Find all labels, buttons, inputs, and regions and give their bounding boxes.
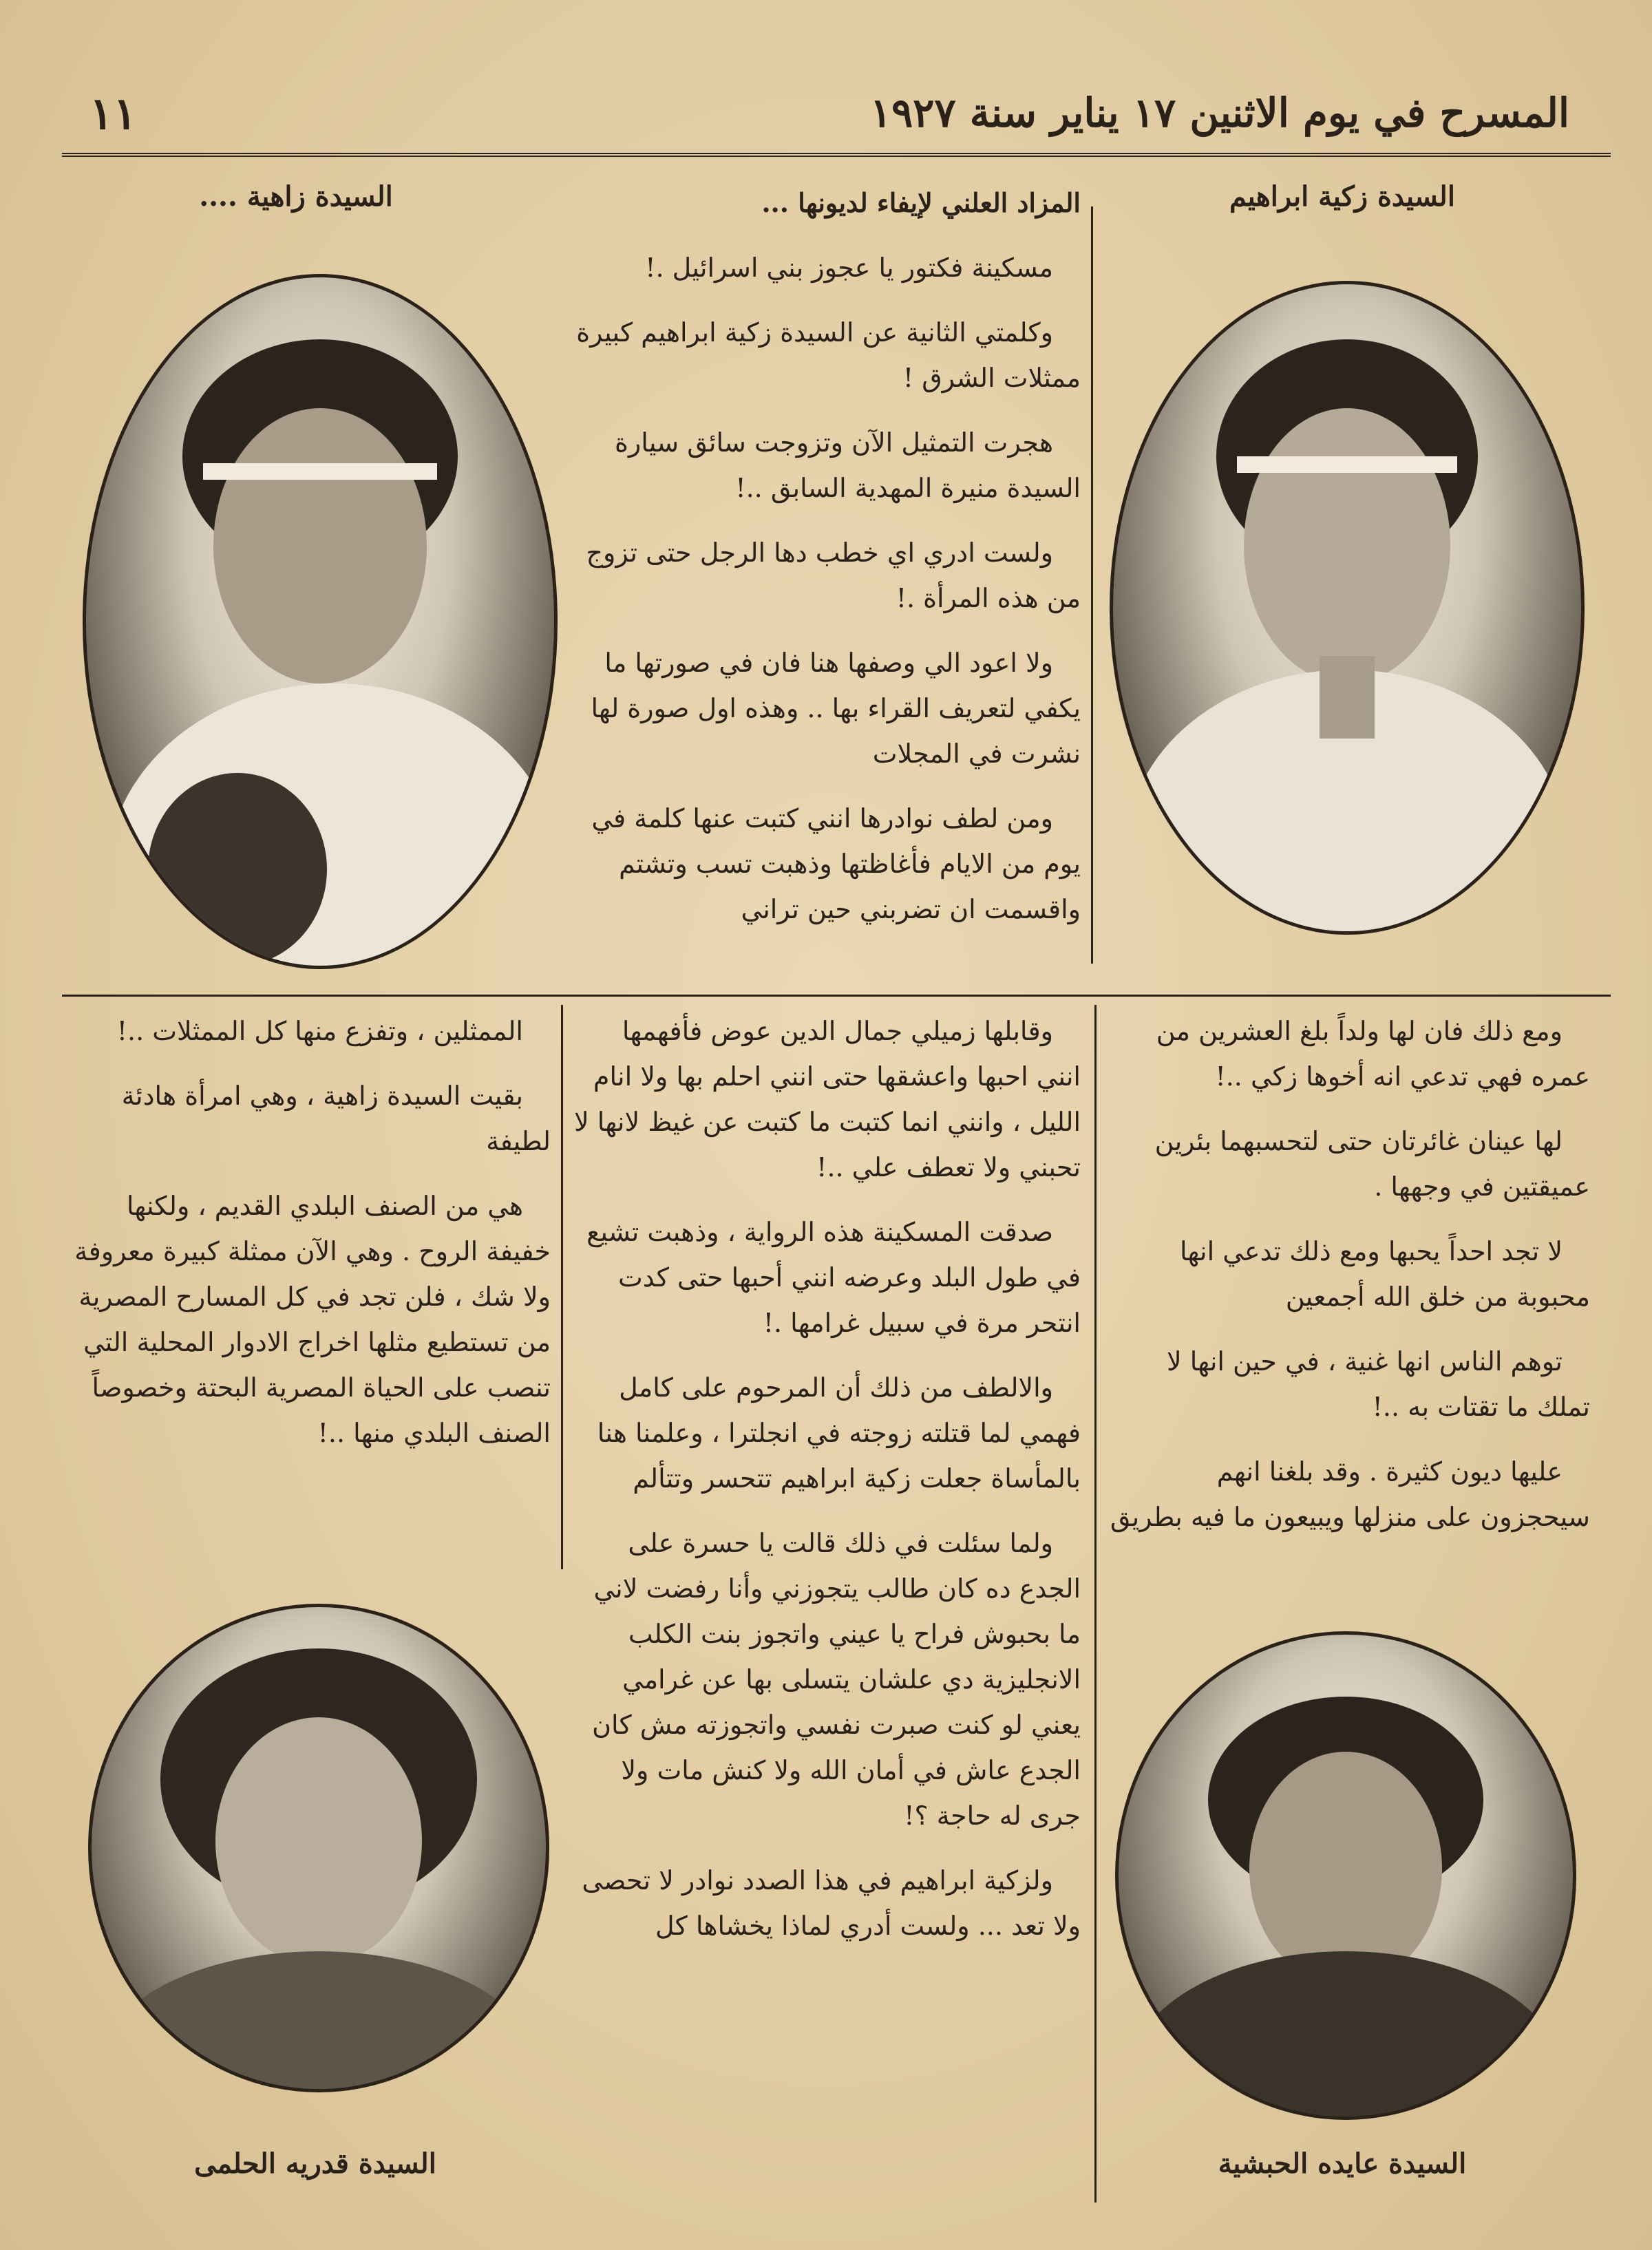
portrait-figure bbox=[92, 1607, 546, 2089]
paragraph: والالطف من ذلك أن المرحوم على كامل فهمي لما قتلته زوجته في انجلترا ، وعلمنا هنا بالمأساة جعلت زكية ابراهيم تتحسر وتتألم bbox=[597, 1372, 1081, 1494]
paragraph: بقيت السيدة زاهية ، وهي امرأة هادئة لطيفة bbox=[121, 1081, 551, 1156]
paragraph: هي من الصنف البلدي القديم ، ولكنها خفيفة الروح . وهي الآن ممثلة كبيرة معروفة ولا شك ، فلن تجد في كل المسارح المصرية من تستطيع مثلها اخراج الادوار المحلية التي تنصب على الحياة المصرية البحتة وخصوصاً الصنف البلدي منها ..! bbox=[74, 1191, 551, 1448]
center-top-column bbox=[571, 180, 1081, 951]
portrait-zakia-ibrahim bbox=[1110, 281, 1585, 935]
paragraph: ومن لطف نوادرها انني كتبت عنها كلمة في يوم من الايام فأغاظتها وذهبت تسب وتشتم واقسمت ان تضربني حين تراني bbox=[591, 803, 1081, 924]
portrait-zahia bbox=[83, 274, 558, 969]
header-title: المسرح في يوم الاثنين ١٧ يناير سنة ١٩٢٧ bbox=[870, 89, 1569, 136]
portrait-aida-habashia bbox=[1115, 1631, 1576, 2120]
column-divider bbox=[1091, 206, 1093, 964]
section-rule bbox=[62, 995, 1611, 997]
page-number: ١١ bbox=[89, 88, 137, 140]
page-header bbox=[62, 83, 1611, 158]
paragraph: ولزكية ابراهيم في هذا الصدد نوادر لا تحصى ولا تعد ... ولست أدري لماذا يخشاها كل bbox=[582, 1865, 1081, 1941]
left-column bbox=[62, 1008, 551, 1475]
caption-top-right: السيدة زكية ابراهيم bbox=[1229, 180, 1455, 213]
center-column bbox=[571, 1008, 1081, 1968]
caption-top-left: السيدة زاهية .... bbox=[199, 180, 393, 213]
portrait-figure bbox=[1113, 284, 1581, 931]
caption-bottom-left: السيدة قدريه الحلمى bbox=[194, 2147, 436, 2180]
paragraph: لا تجد احداً يحبها ومع ذلك تدعي انها محبوبة من خلق الله أجمعين bbox=[1179, 1236, 1590, 1312]
paragraph: لها عينان غائرتان حتى لتحسبهما بئرين عميقتين في وجهها . bbox=[1154, 1126, 1590, 1202]
portrait-figure bbox=[86, 277, 554, 966]
center-heading: المزاد العلني لإيفاء لديونها ... bbox=[761, 187, 1081, 218]
paragraph: وكلمتي الثانية عن السيدة زكية ابراهيم كبيرة ممثلات الشرق ! bbox=[576, 317, 1081, 393]
caption-bottom-right: السيدة عايده الحبشية bbox=[1218, 2147, 1467, 2180]
paragraph: الممثلين ، وتفزع منها كل الممثلات ..! bbox=[116, 1016, 523, 1046]
paragraph: ومع ذلك فان لها ولداً بلغ العشرين من عمره فهي تدعي انه أخوها زكي ..! bbox=[1156, 1016, 1590, 1092]
paragraph: هجرت التمثيل الآن وتزوجت سائق سيارة السيدة منيرة المهدية السابق ..! bbox=[614, 427, 1081, 503]
paragraph: صدقت المسكينة هذه الرواية ، وذهبت تشيع في طول البلد وعرضه انني أحبها حتى كدت انتحر مرة في سبيل غرامها .! bbox=[586, 1217, 1081, 1338]
paragraph: ولست ادري اي خطب دها الرجل حتى تزوج من هذه المرأة .! bbox=[586, 538, 1081, 613]
portrait-qadria-helmy bbox=[88, 1604, 549, 2092]
column-divider bbox=[1094, 1005, 1097, 2203]
column-divider bbox=[561, 1005, 563, 1569]
header-rule bbox=[62, 153, 1611, 157]
paragraph: ولما سئلت في ذلك قالت يا حسرة على الجدع ده كان طالب يتجوزني وأنا رفضت لاني ما بحبوش فراح يا عيني واتجوز بنت الكلب الانجليزية دي علشان يتسلى بها عن غرامي يعني لو كنت صبرت نفسي واتجوزته مش كان الجدع عاش في أمان الله ولا كنش مات ولا جرى له حاجة ؟! bbox=[592, 1528, 1081, 1831]
right-column bbox=[1108, 1008, 1590, 1559]
portrait-figure bbox=[1119, 1635, 1573, 2116]
paragraph: مسكينة فكتور يا عجوز بني اسرائيل .! bbox=[645, 253, 1053, 283]
paragraph: عليها ديون كثيرة . وقد بلغنا انهم سيحجزون على منزلها ويبيعون ما فيه بطريق bbox=[1110, 1456, 1590, 1532]
paragraph: ولا اعود الي وصفها هنا فان في صورتها ما يكفي لتعريف القراء بها .. وهذه اول صورة لها نشرت في المجلات bbox=[591, 648, 1081, 769]
paragraph: وقابلها زميلي جمال الدين عوض فأفهمها انني احبها واعشقها حتى انني احلم بها ولا انام الليل ، وانني انما كتبت ما كتبت عن غيظ لانها لا تحبني ولا تعطف علي ..! bbox=[574, 1016, 1081, 1182]
paragraph: توهم الناس انها غنية ، في حين انها لا تملك ما تقتات به ..! bbox=[1166, 1346, 1590, 1422]
